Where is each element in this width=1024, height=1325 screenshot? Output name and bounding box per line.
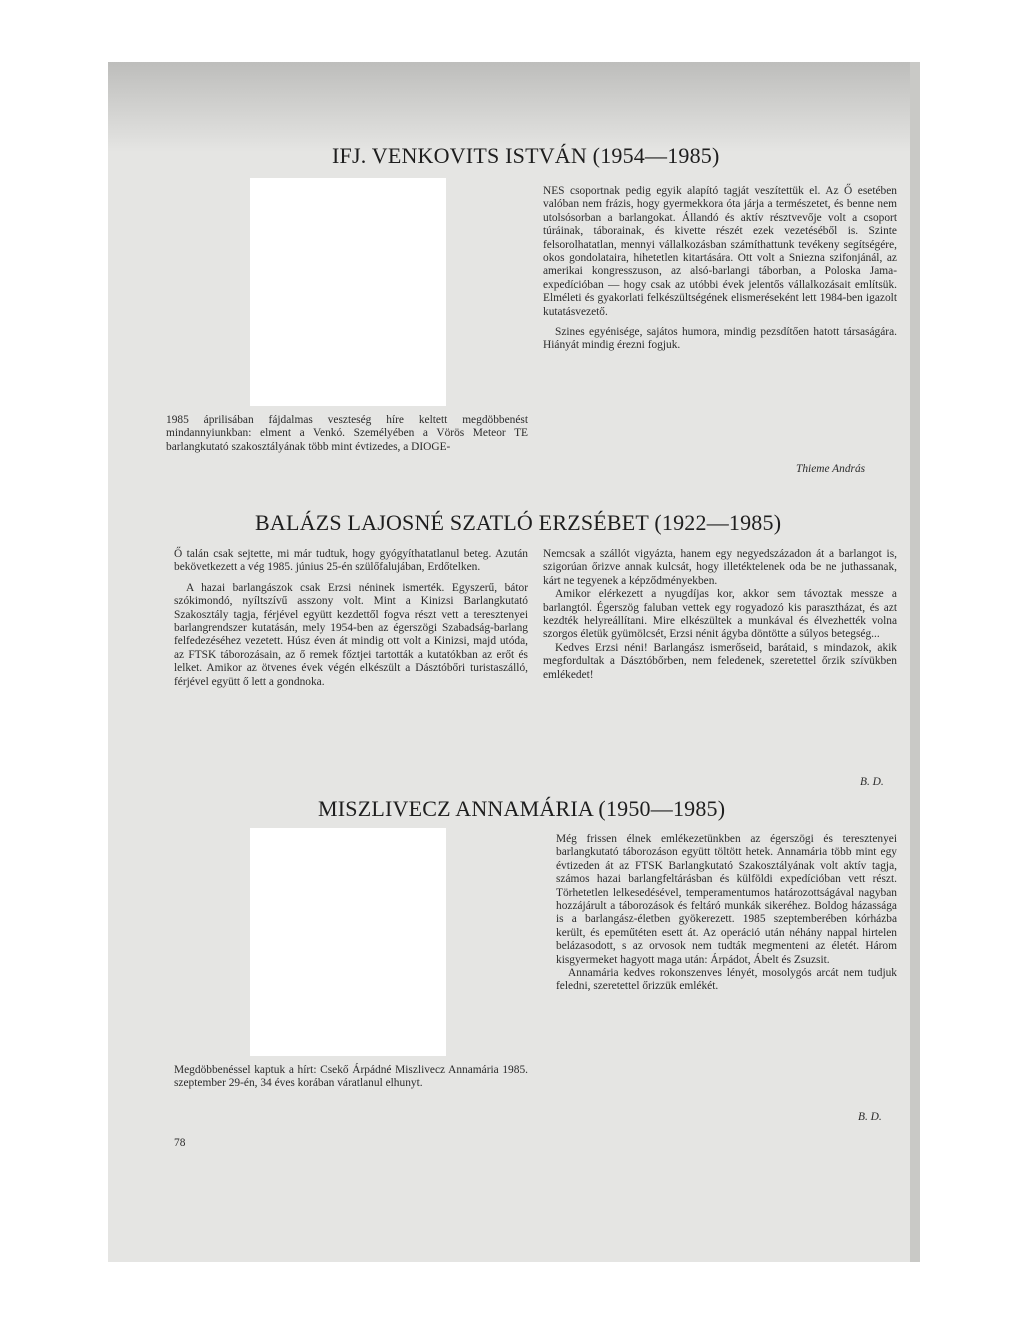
article-miszlivecz-left-column [174, 1064, 528, 1091]
portrait-photo-placeholder [250, 178, 446, 406]
paragraph: NES csoportnak pedig egyik alapító tagját veszítettük el. Az Ő esetében valóban nem frázis, hogy gyermekkora óta járja a természetet, és benne nem utolsósorban a barlangokat. Állandó és aktív résztvevője volt a csoport túráinak, táborainak, és kivette részét ezek vezetéséből is. Szinte felsorolhatatlan, mennyi vállalkozásban számíthattunk tevékeny segítségére, okos gondolataira, hihetetlen kitartására. Ott volt a Sniezna szifonjánál, az amerikai kongresszuson, az alsó-barlangi táborban, a Poloska Jama-expedícióban — hogy csak az utóbbi évek jelentős vállalkozásait említsük. Elméleti és gyakorlati felkészültségének elismeréseként lett 1984-ben igazolt kutatásvezető. [543, 185, 897, 318]
scan-shadow-top [108, 62, 920, 152]
article-venkovits-right-column [543, 185, 897, 353]
article-venkovits-signature: Thieme András [796, 463, 866, 475]
paragraph: Annamária kedves rokonszenves lényét, mosolygós arcát nem tudjuk feledni, szeretettel őrizzük emlékét. [556, 967, 897, 993]
paragraph: Megdöbbenéssel kaptuk a hírt: Csekő Árpádné Miszlivecz Annamária 1985. szeptember 29-én, 34 éves korában váratlanul elhunyt. [174, 1064, 528, 1090]
article-balazs-left-column [174, 548, 528, 689]
article-miszlivecz-right-column [556, 833, 897, 994]
article-title-venkovits: IFJ. VENKOVITS ISTVÁN (1954—1985) [332, 143, 720, 168]
page-number: 78 [174, 1137, 186, 1149]
paragraph: Szines egyénisége, sajátos humora, mindig pezsdítően hatott társaságára. Hiányát mindig érezni fogjuk. [543, 326, 897, 352]
paragraph: A hazai barlangászok csak Erzsi néninek ismerték. Egyszerű, bátor szókimondó, nyíltszívű asszony volt. Mint a Kinizsi Barlangkutató Szakosztály tagja, férjével együtt kezdettől fogva részt vett a teresztenyei barlangrendszer kutatásán, mely 1954-ben az égerszögi Szabadság-barlang felfedezéséhez vezetett. Húsz éven át mindig ott volt a Kinizsi, majd utóda, az FTSK táborozásain, az ő remek főztjei tartották a kutatókban az erőt és lelket. Amikor az ötvenes évek végén elkészült a Dásztóbőri turistaszálló, férjével együtt ő lett a gondnoka. [174, 581, 528, 688]
paragraph: Nemcsak a szállót vigyázta, hanem egy negyedszázadon át a barlangot is, szigorúan őrizve annak kulcsát, hogy illetéktelenek oda be ne juthassanak, kárt ne tegyenek a képződményekben. [543, 548, 897, 587]
portrait-photo-placeholder [250, 828, 446, 1056]
paragraph: Még frissen élnek emlékezetünkben az égerszögi és teresztenyei barlangkutató táborozáson együtt töltött hetek. Annamária több mint egy évtizeden át az FTSK Barlangkutató Szakosztályának volt aktív tagja, számos hazai barlangfeltárásban és külföldi expedícióban vett részt. Törhetetlen lelkesedésével, temperamentumos határozottságával nagyban hozzájárult a táborozások és feltáró munkák sikeréhez. Boldog házassága is a barlangász-életben gyökerezett. 1985 szeptemberében kórházba került, és epeműtéten esett át. Az operáció után néhány nappal hirtelen belázasodott, s az orvosok nem tudták megmenteni az életét. Három kisgyermeket hagyott maga után: Árpádot, Ábelt és Zsuzsit. [556, 833, 897, 966]
paragraph: Kedves Erzsi néni! Barlangász ismerőseid, barátaid, s mindazok, akik megfordultak a Dásztóbőrben, nem feledenek, szeretettel őrzik szívükben emlékedet! [543, 641, 897, 681]
article-miszlivecz-signature: B. D. [858, 1111, 882, 1123]
article-balazs-signature: B. D. [860, 776, 884, 788]
scan-shadow-edge [910, 62, 920, 1262]
paragraph: 1985 áprilisában fájdalmas veszteség híre keltett megdöbbenést mindannyiunkban: elment a Venkó. Személyében a Vörös Meteor TE barlangkutató szakosztályának több mint évtizedes, a DIOGE- [166, 414, 528, 453]
article-title-miszlivecz: MISZLIVECZ ANNAMÁRIA (1950—1985) [318, 796, 726, 821]
paragraph: Ő talán csak sejtette, mi már tudtuk, hogy gyógyíthatatlanul beteg. Azután bekövetkezett a vég 1985. június 25-én szülőfalujában, Erdőtelken. [174, 548, 528, 574]
article-balazs-right-column [543, 548, 897, 682]
article-title-balazs: BALÁZS LAJOSNÉ SZATLÓ ERZSÉBET (1922—1985) [255, 510, 782, 535]
paragraph: Amikor elérkezett a nyugdíjas kor, akkor sem távoztak messze a barlangtól. Égerszög faluban vettek egy rogyadozó kis parasztházat, és azt kezdték helyreállítani. Mire elkészültek a munkával és élvezhették volna szorgos életük gyümölcsét, Erzsi nénit ágyba döntötte a súlyos betegség... [543, 588, 897, 641]
article-venkovits-left-column [166, 414, 528, 454]
